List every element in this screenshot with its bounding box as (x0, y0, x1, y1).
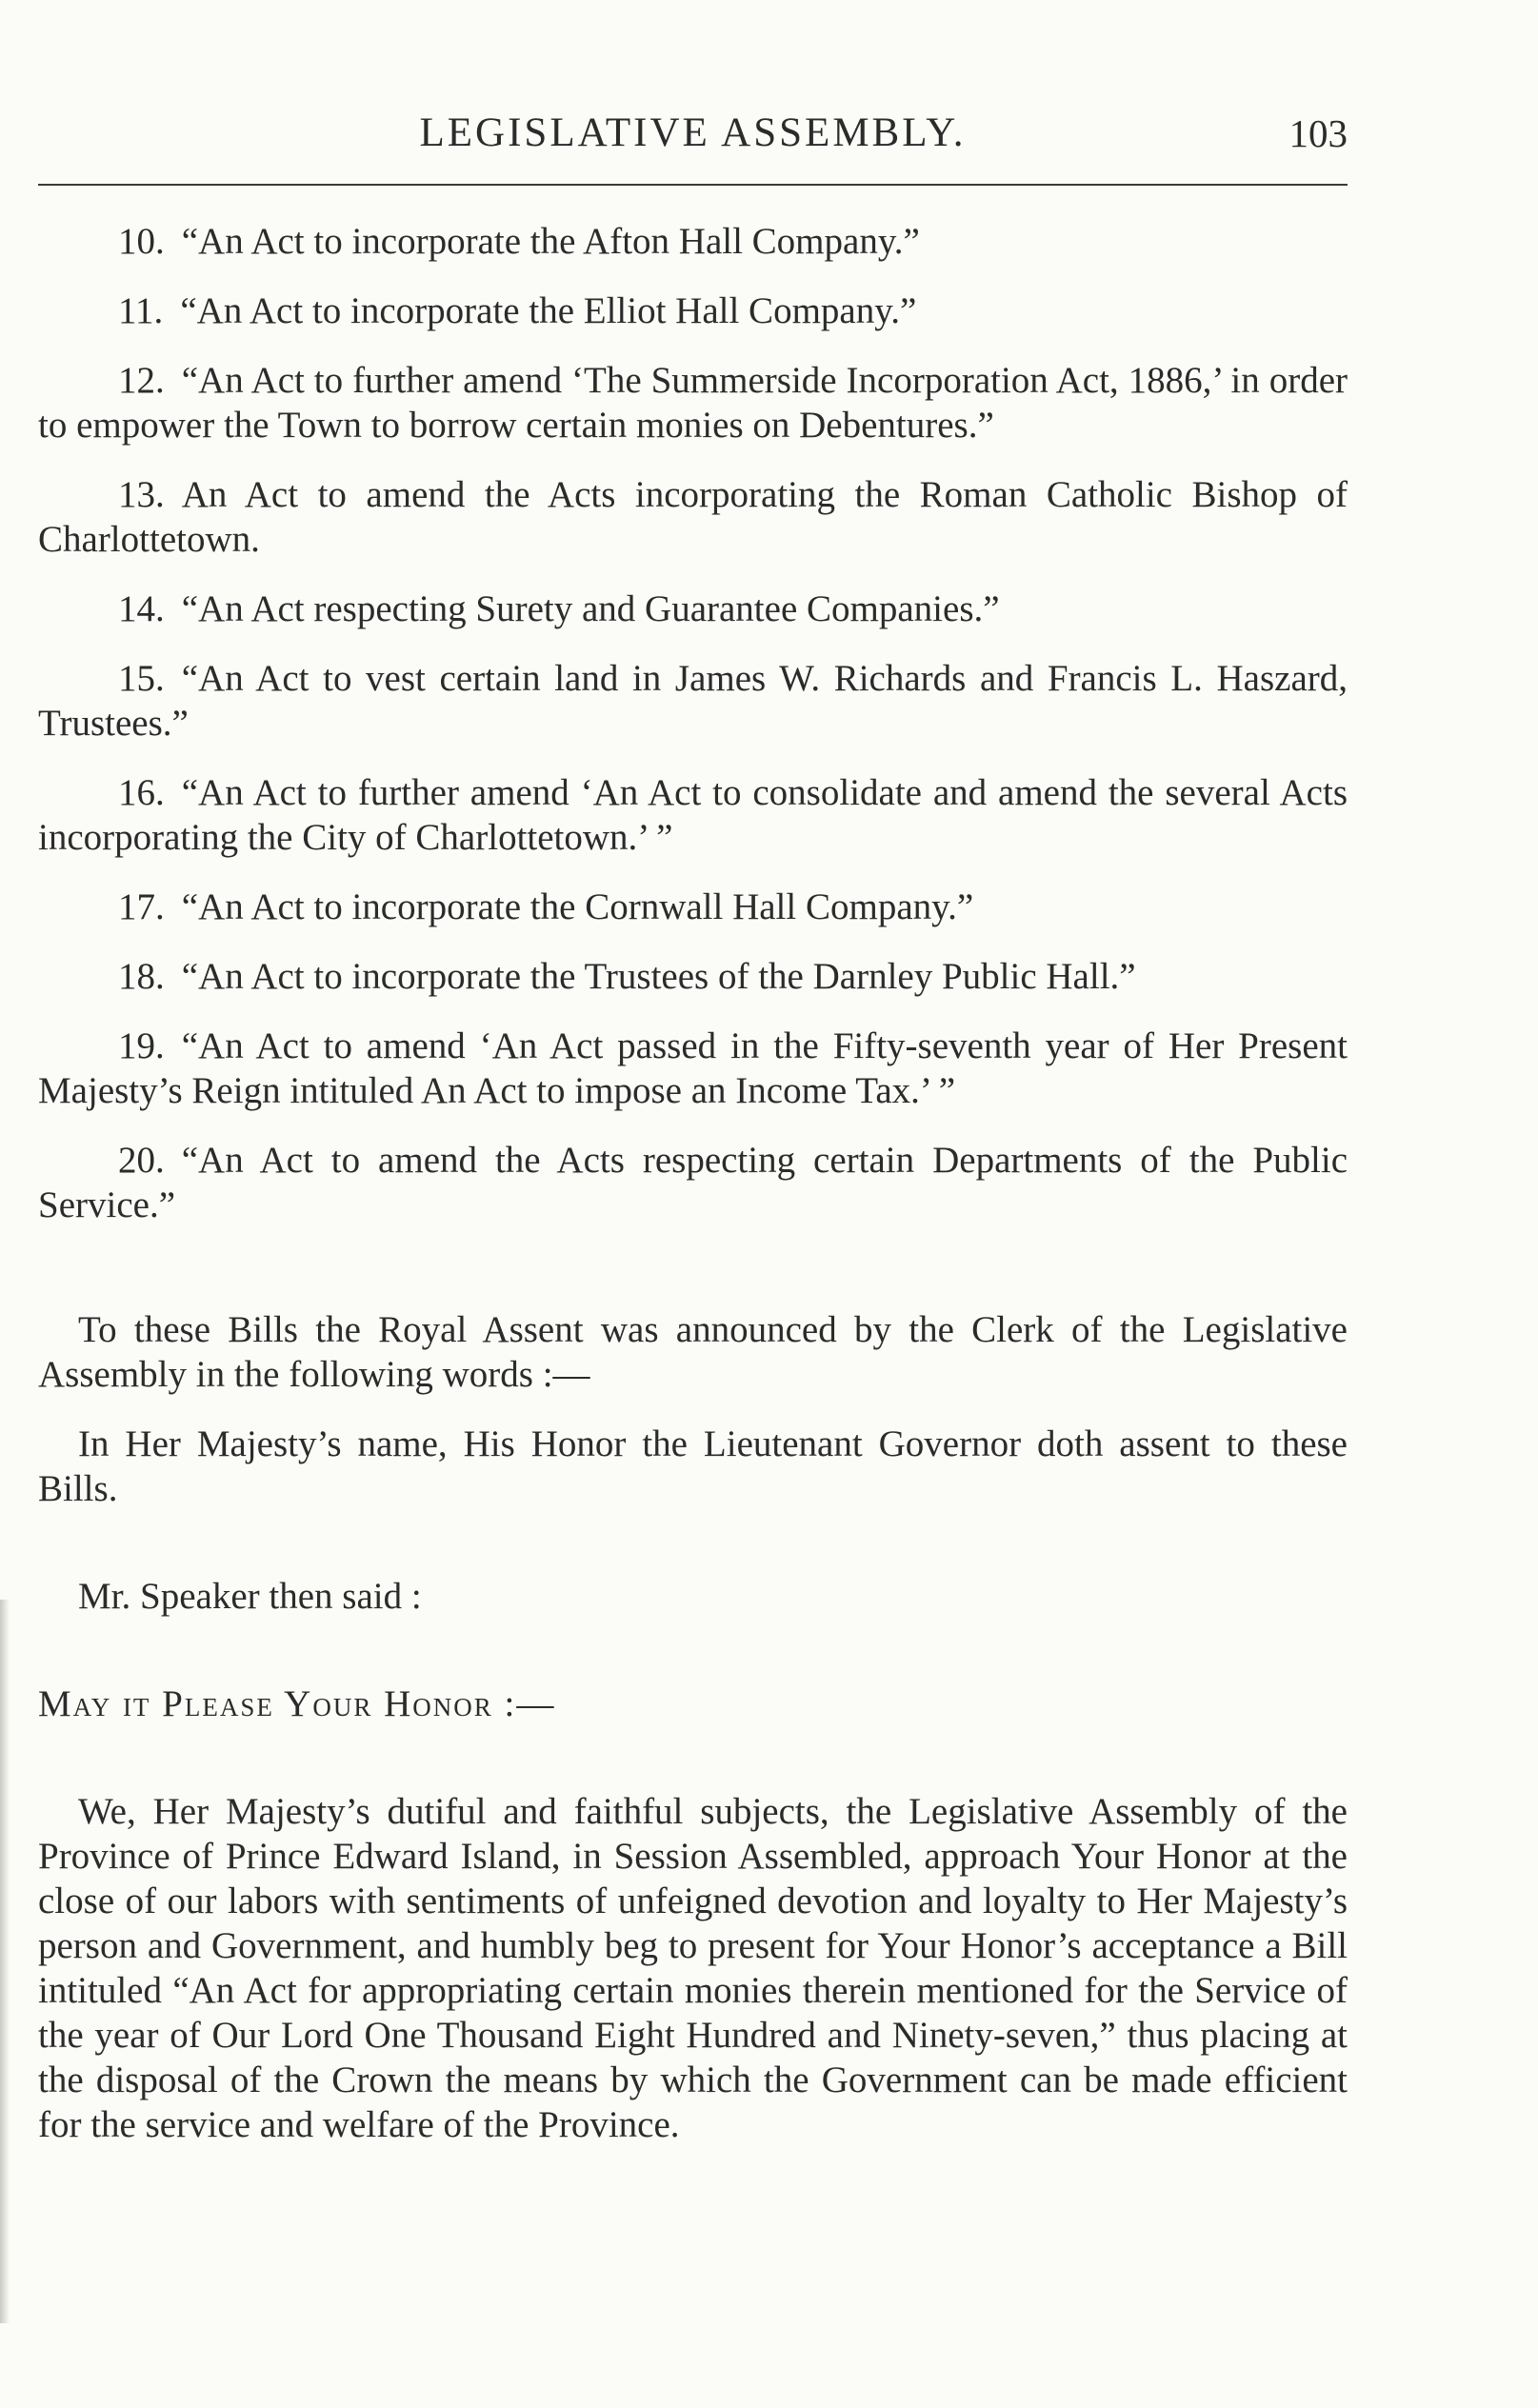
act-number: 14. (118, 588, 165, 629)
act-item-10 (38, 219, 1348, 264)
assent-words: In Her Majesty’s name, His Honor the Lieutenant Governor doth assent to these Bills. (38, 1423, 1348, 1509)
act-item-14 (38, 587, 1348, 631)
running-title: LEGISLATIVE ASSEMBLY. (419, 110, 967, 155)
salutation: May it Please Your Honor :— (38, 1683, 556, 1724)
act-text: “An Act to incorporate the Trustees of the Darnley Public Hall.” (181, 956, 1136, 997)
act-item-18 (38, 954, 1348, 999)
body-text (38, 219, 1348, 2172)
act-number: 15. (118, 658, 165, 699)
act-number: 20. (118, 1140, 165, 1181)
act-number: 16. (118, 772, 165, 813)
act-number: 17. (118, 886, 165, 927)
act-number: 11. (118, 290, 164, 331)
header-rule (38, 184, 1348, 186)
act-text: “An Act to incorporate the Cornwall Hall Company.” (181, 886, 974, 927)
act-text: “An Act to incorporate the Elliot Hall Company.” (180, 290, 917, 331)
speaker-intro: Mr. Speaker then said : (78, 1576, 422, 1617)
act-text: “An Act to vest certain land in James W. Richards and Francis L. Haszard, Trustees.” (38, 658, 1348, 744)
act-text: “An Act to further amend ‘The Summerside Incorporation Act, 1886,’ in order to empower the Town to borrow certain monies on Debentures.” (38, 360, 1348, 446)
act-number: 18. (118, 956, 165, 997)
section-spacer (38, 1643, 1348, 1682)
act-item-15 (38, 656, 1348, 746)
address-paragraph: We, Her Majesty’s dutiful and faithful subjects, the Legislative Assembly of the Province of Prince Edward Island, in Session Assembled, approach Your Honor at the close of our labors with sentiments of unfeigned devotion and loyalty to Her Majesty’s person and Government, and humbly beg to present for Your Honor’s acceptance a Bill intituled “An Act for appropriating certain monies therein mentioned for the Service of the year of Our Lord One Thousand Eight Hundred and Ninety-seven,” thus placing at the disposal of the Crown the means by which the Government can be made efficient for the service and welfare of the Province. (38, 1791, 1348, 2145)
section-spacer (38, 1252, 1348, 1307)
section-spacer (38, 1536, 1348, 1574)
page-number: 103 (1288, 111, 1348, 155)
act-text: An Act to amend the Acts incorporating the Roman Catholic Bishop of Charlottetown. (38, 474, 1348, 560)
assent-intro: To these Bills the Royal Assent was announced by the Clerk of the Legislative Assembly in the following words :— (38, 1309, 1348, 1395)
act-number: 19. (118, 1025, 165, 1066)
act-text: “An Act to further amend ‘An Act to consolidate and amend the several Acts incorporating the City of Charlottetown.’ ” (38, 772, 1348, 858)
act-text: “An Act to amend the Acts respecting certain Departments of the Public Service.” (38, 1140, 1348, 1225)
act-item-20 (38, 1138, 1348, 1227)
act-item-19 (38, 1024, 1348, 1113)
act-text: “An Act to incorporate the Afton Hall Company.” (181, 221, 920, 262)
act-number: 13. (118, 474, 165, 515)
section-spacer (38, 1751, 1348, 1789)
page-edge-shadow (0, 1600, 10, 2323)
act-item-12 (38, 358, 1348, 448)
running-head (38, 105, 1348, 162)
act-item-11 (38, 289, 1348, 333)
act-text: “An Act to amend ‘An Act passed in the Fifty-seventh year of Her Present Majesty’s Reign intituled An Act to impose an Income Tax.’ ” (38, 1025, 1348, 1111)
act-item-16 (38, 770, 1348, 860)
act-text: “An Act respecting Surety and Guarantee Companies.” (181, 588, 1000, 629)
act-item-17 (38, 885, 1348, 929)
act-item-13 (38, 472, 1348, 562)
act-number: 10. (118, 221, 165, 262)
act-number: 12. (118, 360, 165, 401)
